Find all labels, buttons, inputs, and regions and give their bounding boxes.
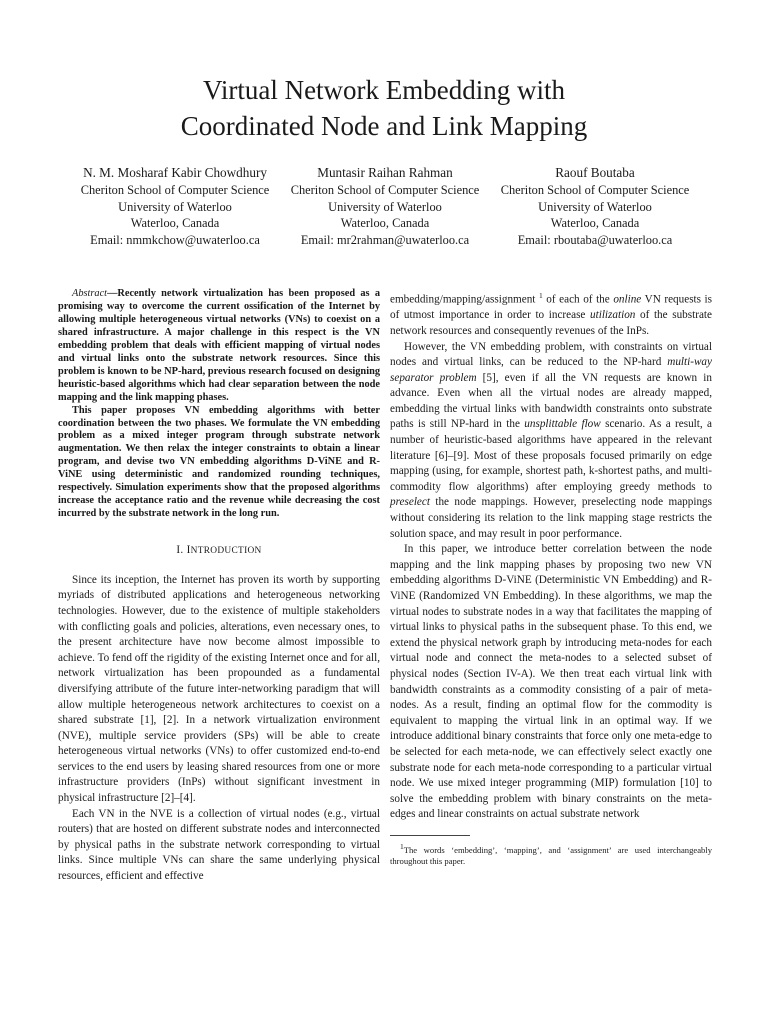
author-name: N. M. Mosharaf Kabir Chowdhury [83,165,267,180]
right-paragraph-2 [390,340,712,543]
left-column [58,288,380,885]
right-paragraph-3: In this paper, we introduce better correlation between the node mapping and the link mapping phases by proposing two new VN embedding algorithms D-ViNE (Deterministic VN Embedding) and R-ViNE (Randomized VN Embedding). In these algorithms, we map the virtual nodes to substrate nodes in a way that facilitates the mapping of virtual links to physical paths in the subsequent phase. To this end, we extend the physical network graph by introducing meta-nodes for each virtual node and connect the meta-nodes to a selected subset of physical nodes (Section IV-A). We then treat each virtual link with bandwidth constraints as a commodity consisting of a pair of meta-nodes. As a result, finding an optimal flow for the commodity is equivalent to mapping the virtual link in an optimal way. If we introduce additional binary constraints that force only one meta-edge to be selected for each meta-node, we can effectively select exactly one substrate node for each meta-node corresponding to a particular virtual node. We use mixed integer programming (MIP) formulation [10] to solve the embedding problem with binary constraints on the meta-edges and linear constraints on actual substrate network [390,543,712,821]
right-paragraph-1 [390,288,712,340]
author-2 [280,164,490,248]
author-name: Muntasir Raihan Rahman [317,165,453,180]
section-title-initial: I [186,544,191,557]
author-1 [70,164,280,248]
italic-preselect: preselect [390,496,430,509]
author-affiliation: Cheriton School of Computer Science [500,183,690,197]
section-title-rest: NTRODUCTION [190,546,262,557]
abstract-text-1: —Recently network virtualization has been proposed as a promising way to overcome the current ossification of the Internet by allowing multiple heterogeneous virtual networks (VNs) to coexist on a shared infrastructure. A major challenge in this respect is the VN embedding problem that deals with efficient mapping of virtual nodes and virtual links onto the substrate network resources. Since this problem is known to be NP-hard, previous research focused on designing heuristic-based algorithms which had clear separation between the node mapping and the link mapping phases. [58,288,380,403]
author-location: Waterloo, Canada [340,216,430,231]
footnote-1 [390,841,712,867]
intro-paragraph-2: Each VN in the NVE is a collection of virtual nodes (e.g., virtual routers) that are hosted on different substrate nodes and interconnected by physical paths in the substrate network corresponding to virtual links. Since multiple VNs can share the same underlying physical resources, efficient and effective [58,807,380,883]
text-run: of each of the [542,293,614,306]
italic-unsplittable: unsplittable flow [524,418,601,431]
italic-utilization: utilization [590,309,636,322]
text-run: of the substrate network resources and consequently revenues of the InPs. [390,309,712,337]
abstract-paragraph-2: This paper proposes VN embedding algorithms with better coordination between the two phases. We formulate the VN embedding problem as a mixed integer program through substrate network augmentation. We then relax the integer constraints to obtain a linear program, and devise two VN embedding algorithms D-ViNE and R-ViNE using deterministic and randomized rounding techniques, respectively. Simulation experiments show that the proposed algorithms increase the acceptance ratio and the revenue while decreasing the cost incurred by the substrate network in the long run. [58,404,380,520]
italic-online: online [613,293,642,306]
author-university: University of Waterloo [328,199,442,214]
author-email: Email: mr2rahman@uwaterloo.ca [300,232,470,247]
author-affiliation: Cheriton School of Computer Science [290,183,480,197]
abstract-paragraph-1 [58,288,380,405]
abstract-label: Abstract [72,288,108,299]
paper-title [0,72,768,144]
footnote-text: The words ‘embedding’, ‘mapping’, and ‘assignment’ are used interchangeably throughout this paper. [390,844,712,866]
section-heading-introduction [58,543,380,560]
intro-paragraph-1: Since its inception, the Internet has proven its worth by supporting myriads of distributed applications and heterogeneous networking technologies. However, due to the existence of multiple stakeholders with conflicting goals and policies, alterations, even necessary ones, to the present architecture have now become almost impossible to achieve. To fend off the rigidity of the existing Internet once and for all, network virtualization has been propounded as a fundamental diversifying attribute of the future inter-networking paradigm that will allow multiple heterogeneous network architectures to coexist on a shared substrate [1], [2]. In a network virtualization environment (NVE), multiple service providers (SPs) will be able to create heterogeneous virtual networks (VNs) to offer customized end-to-end services to the end users by leasing shared resources from one or more infrastructure providers (InPs) without significant investment in physical infrastructure [2]–[4]. [58,573,380,805]
author-email: Email: nmmkchow@uwaterloo.ca [90,232,260,247]
author-block [0,164,768,254]
title-line-1: Virtual Network Embedding with [202,75,566,105]
text-run: embedding/mapping/assignment [390,293,536,306]
section-number: I. [176,544,184,557]
footnote-marker: 1 [538,291,543,300]
text-run: VN requests is of utmost importance in order to increase [390,293,713,322]
text-run: the node mappings. However, preselecting node mappings without considering its relation to the link mapping stage restricts the solution space, and may result in poor performance. [390,496,712,540]
author-university: University of Waterloo [118,199,232,214]
author-location: Waterloo, Canada [130,216,220,231]
text-run: scenario. As a result, a number of heuristic-based algorithms have appeared in the relevant literature [6]–[9]. Most of these proposals focused primarily on edge mapping (using, for example, shortest path, k-shortest paths, and multi-commodity flow algorithms) after employing greedy methods to [390,418,713,493]
author-name: Raouf Boutaba [555,165,635,180]
footnote-number: 1 [400,841,404,851]
text-run: However, the VN embedding problem, with constraints on virtual nodes and virtual links, can be reduced to the NP-hard [390,340,712,369]
author-email: Email: rboutaba@uwaterloo.ca [517,232,673,247]
right-column [390,288,712,867]
footnote-divider [390,835,470,836]
author-location: Waterloo, Canada [550,216,640,231]
author-affiliation: Cheriton School of Computer Science [80,183,270,197]
text-run: [5], even if all the VN requests are known in advance. Even when all the virtual nodes are already mapped, embedding the virtual links with bandwidth constraints onto substrate paths is still NP-hard in the [390,371,712,431]
author-3 [490,164,700,248]
abstract [58,288,380,521]
author-university: University of Waterloo [538,199,652,214]
title-line-2: Coordinated Node and Link Mapping [180,111,588,141]
italic-multi-way: multi-way separator problem [390,356,712,384]
